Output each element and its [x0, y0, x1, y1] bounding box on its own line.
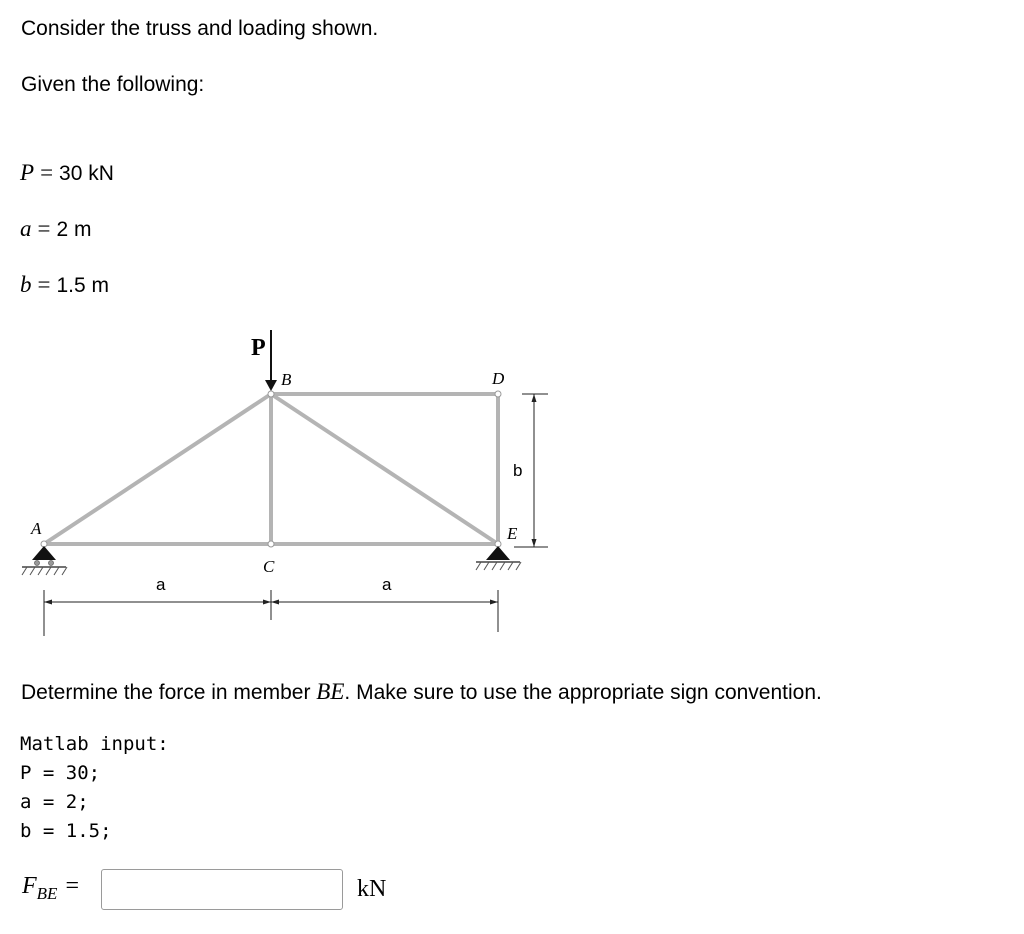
support-e: [476, 546, 521, 570]
member-ab: [44, 394, 271, 544]
dim-label-a-right: a: [382, 575, 392, 594]
label-a: A: [31, 519, 42, 538]
label-d: D: [492, 369, 505, 388]
matlab-heading: Matlab input:: [20, 733, 169, 755]
matlab-line-p: P = 30;: [20, 762, 101, 784]
given-a-value: 2 m: [56, 218, 92, 241]
given-p-equals: =: [40, 160, 54, 185]
load-arrow: [265, 330, 277, 391]
label-p: P: [251, 335, 266, 361]
given-p-value: 30 kN: [59, 162, 114, 185]
dim-label-a-left: a: [156, 575, 166, 594]
intro-text: Consider the truss and loading shown.: [21, 17, 379, 40]
joint-c: [268, 541, 274, 547]
given-b-symbol: b: [20, 272, 32, 297]
question-member: BE: [316, 679, 345, 704]
given-a: [20, 216, 92, 242]
answer-input[interactable]: [101, 869, 343, 910]
given-a-symbol: a: [20, 216, 32, 241]
question-before: Determine the force in member: [21, 681, 317, 704]
given-b-equals: =: [37, 272, 51, 297]
truss-members: [44, 394, 498, 544]
label-b: B: [281, 370, 292, 389]
joint-b: [268, 391, 274, 397]
answer-equals: =: [65, 873, 79, 899]
matlab-line-a: a = 2;: [20, 791, 89, 813]
given-p-symbol: P: [20, 160, 35, 185]
given-p: [20, 160, 114, 186]
matlab-block: [20, 730, 169, 846]
question-text: [21, 678, 822, 706]
given-heading: Given the following:: [21, 73, 205, 96]
joint-d: [495, 391, 501, 397]
truss-figure: [0, 320, 600, 640]
matlab-line-b: b = 1.5;: [20, 820, 112, 842]
member-be: [271, 394, 498, 544]
dimension-lines: [44, 394, 548, 636]
support-a: [22, 546, 67, 575]
answer-label-main: F: [22, 873, 37, 899]
answer-label-sub: BE: [36, 884, 58, 903]
label-c: C: [263, 557, 275, 576]
answer-label: [22, 873, 79, 904]
label-e: E: [507, 524, 518, 543]
given-a-equals: =: [37, 216, 51, 241]
question-after: . Make sure to use the appropriate sign convention.: [344, 681, 822, 704]
answer-unit: kN: [357, 876, 387, 902]
given-b: [20, 272, 109, 298]
dim-label-b: b: [513, 461, 523, 480]
given-b-value: 1.5 m: [56, 274, 110, 297]
